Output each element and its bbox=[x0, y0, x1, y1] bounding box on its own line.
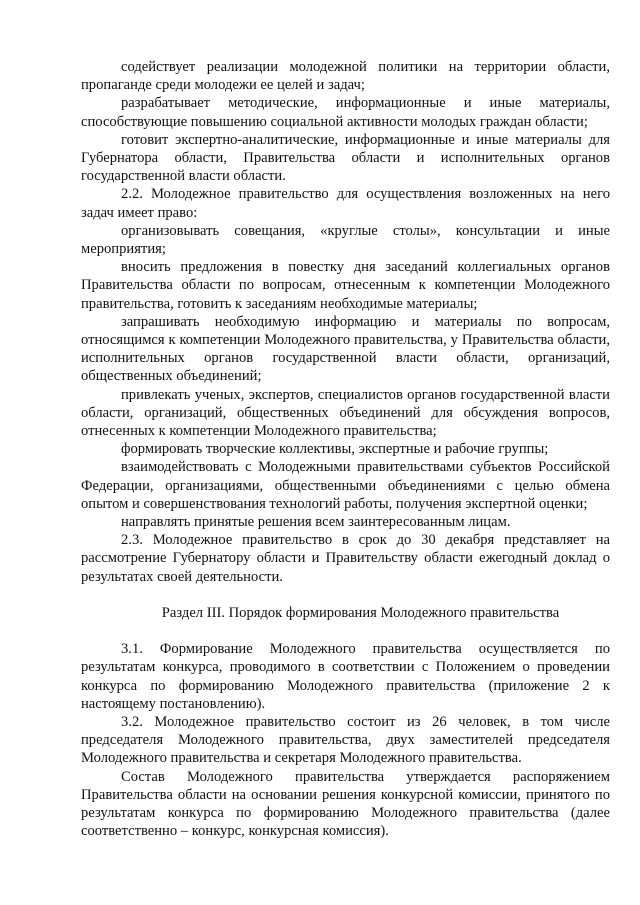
paragraph: направлять принятые решения всем заинтересованным лицам. bbox=[121, 514, 511, 531]
paragraph: 3.2. Молодежное правительство состоит из 26 человек, в том числе председателя Молодежного правительства, двух заместителей председателя Молодежного правительства и секретаря Молодежного правительства. bbox=[81, 713, 610, 767]
paragraph: содействует реализации молодежной политики на территории области, пропаганде среди молодежи ее целей и задач; bbox=[81, 59, 610, 94]
paragraph: готовит экспертно-аналитические, информационные и иные материалы для Губернатора области, Правительства области и исполнительных органов государственной власти области. bbox=[81, 131, 610, 185]
spacer bbox=[81, 586, 610, 604]
spacer bbox=[81, 622, 610, 640]
paragraph: разрабатывает методические, информационные и иные материалы, способствующие повышению социальной активности молодых граждан области; bbox=[81, 95, 610, 130]
section-heading: Раздел III. Порядок формирования Молодежного правительства bbox=[161, 604, 560, 621]
paragraph: 2.3. Молодежное правительство в срок до 30 декабря представляет на рассмотрение Губернатору области и Правительству области ежегодный доклад о результатах своей деятельности. bbox=[81, 532, 610, 585]
paragraph: привлекать ученых, экспертов, специалистов органов государственной власти области, организаций, общественных объединений для обсуждения вопросов, отнесенных к компетенции Молодежного правительства; bbox=[81, 386, 610, 440]
paragraph: запрашивать необходимую информацию и материалы по вопросам, относящимся к компетенции Молодежного правительства, у Правительства области, исполнительных органов государственной власти области, организаций, общественных объединений; bbox=[81, 313, 610, 385]
paragraph: взаимодействовать с Молодежными правительствами субъектов Российской Федерации, организациями, общественными объединениями с целью обмена опытом и совершенствования технологий работы, получения экспертной оценки; bbox=[81, 459, 610, 512]
paragraph: формировать творческие коллективы, экспертные и рабочие группы; bbox=[121, 441, 549, 458]
paragraph: 3.1. Формирование Молодежного правительства осуществляется по результатам конкурса, проводимого в соответствии с Положением о проведении конкурса по формированию Молодежного правительства (приложение 2 к настоящему постановлению). bbox=[81, 641, 610, 712]
paragraph: 2.2. Молодежное правительство для осуществления возложенных на него задач имеет право: bbox=[81, 186, 610, 221]
paragraph: Состав Молодежного правительства утверждается распоряжением Правительства области на основании решения конкурсной комиссии, принятого по результатам конкурса по формированию Молодежного правительства (далее соответственно – конкурс, конкурсная комиссия). bbox=[81, 768, 610, 840]
paragraph: организовывать совещания, «круглые столы», консультации и иные мероприятия; bbox=[81, 222, 610, 258]
paragraph: вносить предложения в повестку дня заседаний коллегиальных органов Правительства области по вопросам, отнесенным к компетенции Молодежного правительства, готовить к заседаниям необходимые материалы; bbox=[81, 259, 610, 312]
